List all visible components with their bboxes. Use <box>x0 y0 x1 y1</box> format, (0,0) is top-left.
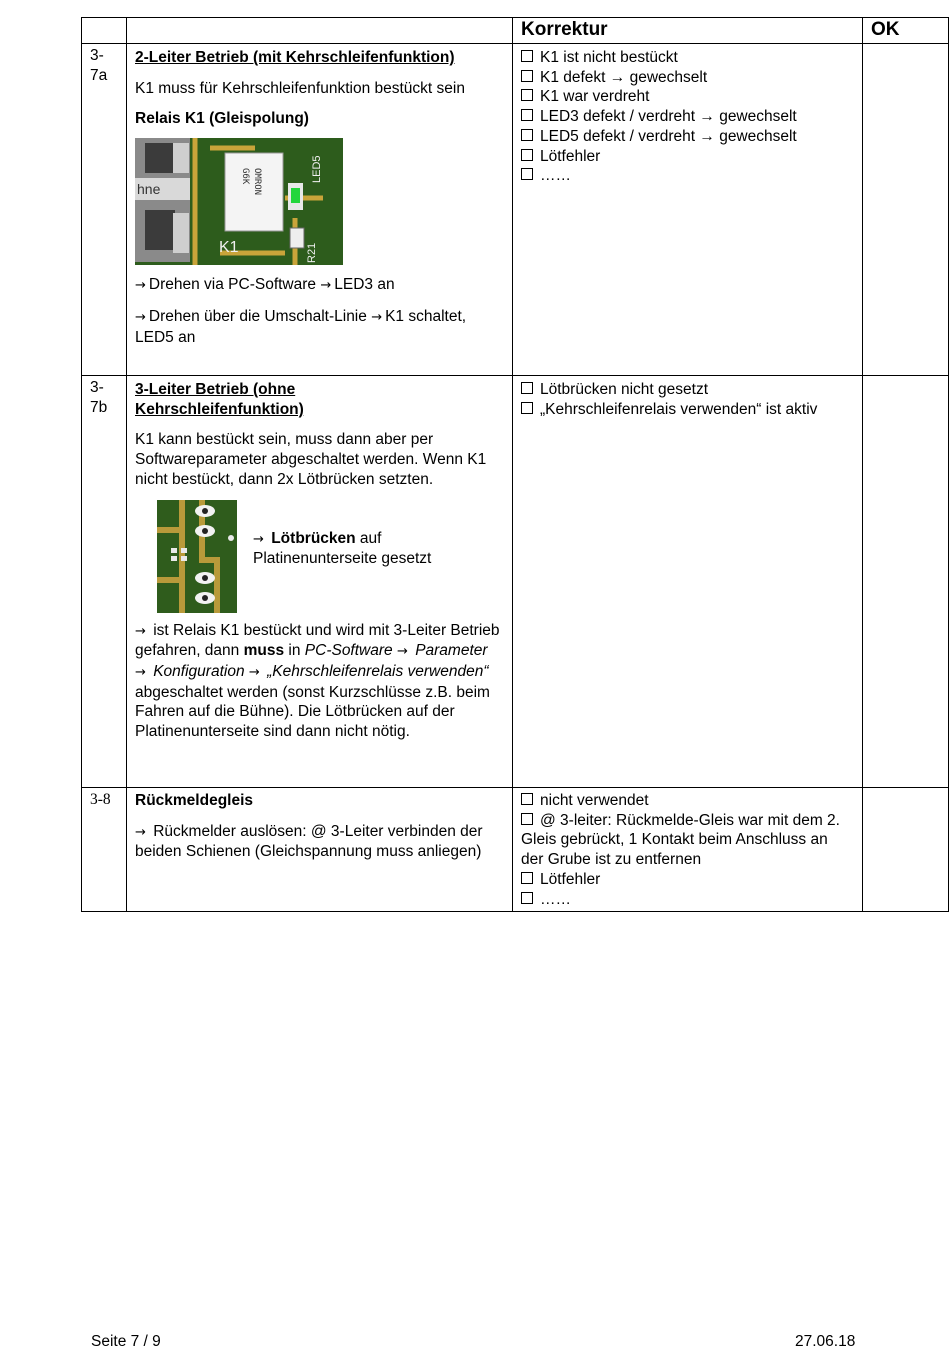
header-row <box>82 18 949 44</box>
header-desc-cell <box>127 18 513 44</box>
check-label: K1 defekt → gewechselt <box>540 68 708 86</box>
korrektur-cell <box>513 788 863 912</box>
arrow-icon: → <box>371 309 383 325</box>
check-label: …… <box>540 167 571 185</box>
check-item <box>521 68 854 88</box>
row-number <box>82 44 127 376</box>
check-label: …… <box>540 890 571 908</box>
checkbox[interactable] <box>521 168 533 180</box>
checkbox[interactable] <box>521 402 533 414</box>
solder-bridge-caption <box>253 529 431 613</box>
checkbox[interactable] <box>521 382 533 394</box>
check-item <box>521 87 854 107</box>
note-muss: muss <box>243 642 285 660</box>
row-number-text: 3- 7a <box>90 47 108 84</box>
step-umschalt-text: Drehen über die Umschalt-Linie <box>148 307 367 325</box>
checkbox[interactable] <box>521 872 533 884</box>
checklist-table <box>81 17 949 912</box>
arrow-icon: → <box>135 278 146 294</box>
footer-date: 27.06.18 <box>795 1333 856 1350</box>
check-label: K1 ist nicht bestückt <box>540 49 678 66</box>
check-label: LED5 defekt / verdreht → gewechselt <box>540 127 797 145</box>
arrow-icon: → <box>396 644 408 660</box>
note-konfiguration: Konfiguration <box>153 662 245 680</box>
row-number <box>82 376 127 788</box>
relay-brand-label: OMRON <box>252 168 262 196</box>
row-number <box>82 788 127 912</box>
relay-k1-photo <box>135 138 343 265</box>
check-label: @ 3-leiter: Rückmelde-Gleis war mit dem 2. Gleis gebrückt, 1 Kontakt beim Anschluss an der Grube ist zu entfernen <box>521 811 840 869</box>
row-number-text: 3- 7b <box>90 379 108 416</box>
korrektur-cell <box>513 44 863 376</box>
row-description <box>127 376 513 788</box>
relay-note <box>135 621 504 742</box>
caption-bold: Lötbrücken <box>271 529 356 547</box>
row-3-7a <box>82 44 949 376</box>
note-relais-setting: „Kehrschleifenrelais verwenden“ <box>267 662 489 680</box>
checkbox[interactable] <box>521 129 533 141</box>
header-korrektur: Korrektur <box>513 18 863 44</box>
relay-photo-graphic <box>135 138 343 265</box>
row-title-line1: 3-Leiter Betrieb (ohne <box>135 381 296 398</box>
checkbox[interactable] <box>521 89 533 101</box>
checkbox[interactable] <box>521 50 533 62</box>
ok-cell[interactable] <box>863 788 949 912</box>
note-parameter: Parameter <box>415 642 488 660</box>
checkbox[interactable] <box>521 70 533 82</box>
note-pc-software: PC-Software <box>304 642 393 660</box>
arrow-icon: → <box>135 824 146 840</box>
row-title-line2: Kehrschleifenfunktion) <box>135 400 304 418</box>
arrow-icon: → <box>248 664 260 680</box>
row-text: K1 kann bestückt sein, muss dann aber per Softwareparameter abgeschaltet werden. Wenn K1 nicht bestückt, dann 2x Lötbrücken setzten. <box>135 431 487 488</box>
arrow-icon: → <box>320 278 332 294</box>
row-text <box>135 822 504 862</box>
caption-line1 <box>253 529 431 550</box>
checkbox[interactable] <box>521 149 533 161</box>
row-3-7b <box>82 376 949 788</box>
korrektur-cell <box>513 376 863 788</box>
check-item <box>521 791 854 811</box>
solder-bridge-photo <box>157 500 237 613</box>
caption-rest: auf <box>355 529 382 547</box>
row-title: Rückmeldegleis <box>135 792 254 809</box>
arrow-icon: → <box>253 531 264 547</box>
relay-model-label: G6K <box>240 168 250 185</box>
solder-bridge-figure <box>157 500 504 613</box>
row-text: K1 muss für Kehrschleifenfunktion bestückt sein <box>135 79 465 97</box>
check-label: Lötbrücken nicht gesetzt <box>540 381 709 398</box>
caption-line2: Platinenunterseite gesetzt <box>253 550 432 568</box>
check-item <box>521 870 854 890</box>
ok-cell[interactable] <box>863 376 949 788</box>
row-3-8 <box>82 788 949 912</box>
row-description <box>127 44 513 376</box>
header-num-cell <box>82 18 127 44</box>
check-item <box>521 166 854 186</box>
relay-caption: Relais K1 (Gleispolung) <box>135 110 309 128</box>
checkbox[interactable] <box>521 109 533 121</box>
check-item <box>521 147 854 167</box>
photo-label-r21: R21 <box>306 242 318 264</box>
photo-label-led5: LED5 <box>311 155 323 184</box>
row-text-body: Rückmelder auslösen: @ 3-Leiter verbinden der beiden Schienen (Gleichspannung muss anliegen) <box>135 822 483 861</box>
check-item <box>521 400 854 420</box>
check-item <box>521 890 854 910</box>
arrow-icon: → <box>135 309 146 325</box>
check-item <box>521 380 854 400</box>
ok-cell[interactable] <box>863 44 949 376</box>
note-text-a: ist Relais K1 bestückt und wird mit 3-Leiter Betrieb gefahren, dann <box>135 621 500 660</box>
step-pc-software-text: Drehen via PC-Software <box>148 276 317 294</box>
step-pc-software-result: LED3 an <box>334 276 395 294</box>
page-number: Seite 7 / 9 <box>91 1333 161 1350</box>
photo-label-ohne: hne <box>137 181 161 198</box>
check-item <box>521 811 854 870</box>
note-text-b: in <box>284 642 305 660</box>
check-label: Lötfehler <box>540 147 601 165</box>
check-label: LED3 defekt / verdreht → gewechselt <box>540 108 797 126</box>
check-item <box>521 127 854 147</box>
checkbox[interactable] <box>521 793 533 805</box>
solder-bridge-graphic <box>157 500 237 613</box>
arrow-icon: → <box>135 664 146 680</box>
row-number-text: 3-8 <box>90 791 111 808</box>
check-item <box>521 48 854 68</box>
header-ok: OK <box>863 18 949 44</box>
check-label: Lötfehler <box>540 870 601 888</box>
row-description <box>127 788 513 912</box>
step-pc-software <box>135 275 504 296</box>
checkbox[interactable] <box>521 892 533 904</box>
photo-label-k1: K1 <box>219 239 239 257</box>
note-text-c: abgeschaltet werden (sonst Kurzschlüsse z.B. beim Fahren auf die Bühne). Die Lötbrücken auf der Platinenunterseite sind dann nicht nötig. <box>135 683 490 741</box>
row-title: 2-Leiter Betrieb (mit Kehrschleifenfunktion) <box>135 49 455 66</box>
check-item <box>521 107 854 127</box>
step-umschalt <box>135 307 504 347</box>
checkbox[interactable] <box>521 813 533 825</box>
check-label: „Kehrschleifenrelais verwenden“ ist aktiv <box>540 400 818 418</box>
row-title <box>135 380 504 419</box>
step-umschalt-result: K1 schaltet, LED5 an <box>135 307 467 346</box>
check-label: K1 war verdreht <box>540 88 650 106</box>
arrow-icon: → <box>135 623 146 639</box>
check-label: nicht verwendet <box>540 792 649 809</box>
